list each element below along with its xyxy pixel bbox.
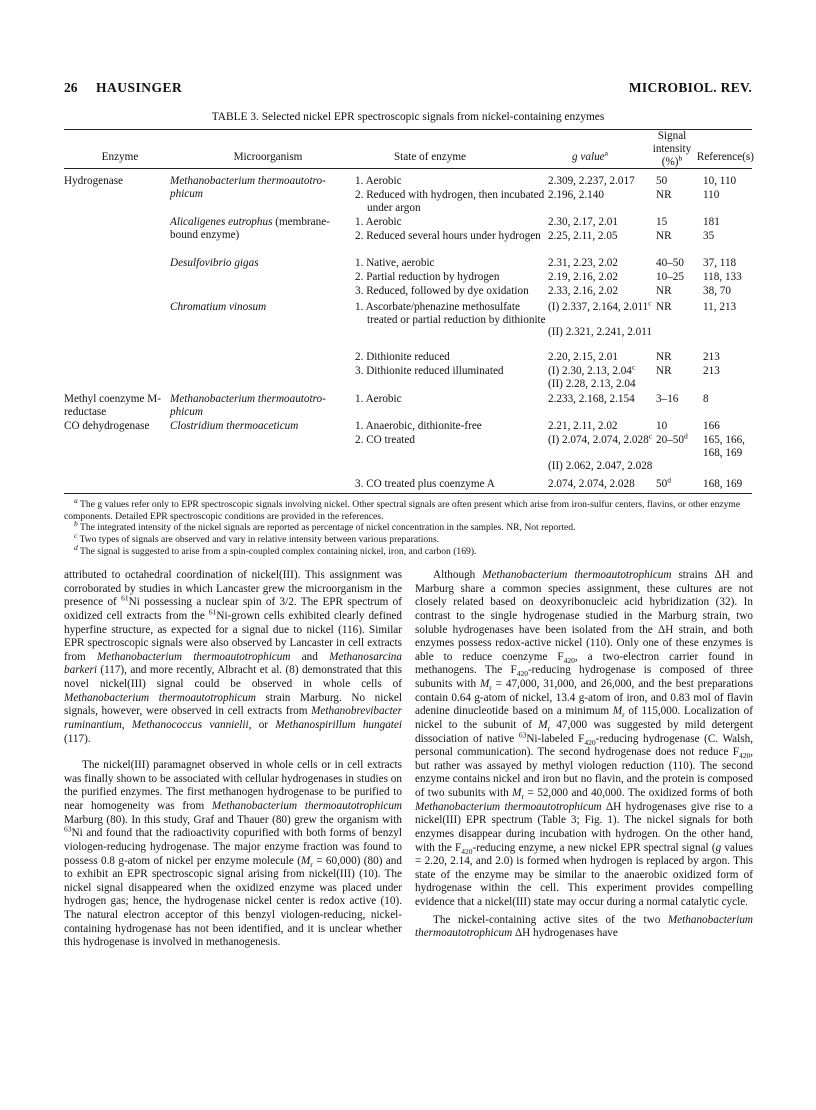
- table-bottom-rule: [64, 493, 752, 494]
- symbol-m: M: [512, 787, 522, 799]
- cell-ref-r3: 181: [703, 216, 720, 228]
- footnote-a: [64, 495, 752, 522]
- cell-si-r2: NR: [656, 189, 672, 201]
- cell-si-r10: NR: [656, 365, 672, 377]
- cell-state-r11: 1. Aerobic: [355, 393, 402, 405]
- cell-si-r14: [656, 475, 671, 491]
- cell-g-r7: 2.33, 2.16, 2.02: [548, 285, 618, 297]
- text-run: attributed to octahedral coordination of nickel(III). This assignment was corroborated by studies in which Lancaster grew the microorganism in the presence of: [64, 569, 402, 609]
- subscript: r: [622, 710, 625, 720]
- cell-g-r9: 2.20, 2.15, 2.01: [548, 351, 618, 363]
- species-name: Methanobacterium thermoautotrophicum: [415, 913, 753, 940]
- text-run: = 47,000, 31,000, and 26,000, and the best preparations contain 0.64 g-atom of nickel, 13.4 g-atom of iron, and 0.83 mol of flavin adenine dinucleotide based on a minimum: [415, 678, 753, 718]
- cell-enzyme-mcr: Methyl coenzyme M-reductase: [64, 393, 161, 418]
- text-run: Ni possessing a nuclear spin of 3/2. The EPR spectrum of oxidized cell extracts from the: [64, 596, 402, 622]
- cell-si-r11: 3–16: [656, 393, 679, 405]
- symbol-m: M: [612, 705, 623, 718]
- text-run: ΔH hydrogenases give rise to a nickel(III) EPR spectrum (Table 3; Fig. 1). The nickel signals for both enzymes disappear during incubation with hydrogen. On the other hand, with the F: [415, 800, 753, 854]
- text-run: (117), and more recently, Albracht et al. (8) demonstrated that this novel nickel(III) signal could be observed in whole cells of: [64, 664, 402, 690]
- body-column-right: [415, 569, 753, 941]
- text-run: Although: [433, 569, 483, 581]
- cell-g-r13-ii: (II) 2.062, 2.047, 2.028: [548, 460, 653, 472]
- cell-state-r7: 3. Reduced, followed by dye oxidation: [355, 285, 529, 297]
- body-column-left: [64, 569, 402, 950]
- page-number: 26: [64, 80, 78, 95]
- cell-si-r3: 15: [656, 216, 668, 228]
- cell-g-r6: 2.19, 2.16, 2.02: [548, 271, 618, 283]
- subscript: 420: [461, 846, 473, 856]
- cell-org-aeutrophus-rest: (membrane-bound enzyme): [170, 216, 330, 241]
- cell-ref-r10: 213: [703, 365, 720, 377]
- symbol-g: g: [715, 841, 722, 854]
- cell-si-r13-note: d: [683, 431, 688, 441]
- subscript: r: [521, 792, 524, 802]
- text-run: strain Marburg. No nickel signals, however, were observed in cell extracts from: [64, 691, 402, 718]
- cell-si-r5: 40–50: [656, 257, 684, 269]
- header-g-value: [545, 148, 635, 164]
- footnote-b-mark: b: [74, 518, 78, 528]
- cell-g-r8-i-text: (I) 2.337, 2.164, 2.011: [548, 301, 649, 313]
- cell-si-r7: NR: [656, 285, 672, 297]
- journal-name: MICROBIOL. REV.: [628, 80, 752, 95]
- cell-si-r9: NR: [656, 351, 672, 363]
- header-g-value-note: a: [604, 148, 608, 158]
- text-run: The nickel(III) paramagnet observed in whole cells or in cell extracts was finally shown to be associated with cellular hydrogenases in studies on the purified enzymes. The first methanogen hydrogenase to be purified to near homogeneity was from: [64, 759, 402, 812]
- cell-state-r2: 2. Reduced with hydrogen, then incubated under argon: [355, 189, 545, 214]
- footnote-c-mark: c: [74, 530, 78, 540]
- cell-ref-r7: 38, 70: [703, 285, 731, 297]
- text-run: strains ΔH and Marburg share a common species assignment, these cultures are not closely related based on deoxyribonucleic acid hybridization (32). In contrast to the single hydrogenase studied in the Marburg strain, two soluble hydrogenases have been isolated from the ΔH strain, and both enzymes possess redox-active nickel (110). Only one of these enzymes is able to reduce coenzyme F: [415, 569, 753, 663]
- cell-g-r2: 2.196, 2.140: [548, 189, 604, 201]
- cell-g-r12: 2.21, 2.11, 2.02: [548, 420, 618, 432]
- text-run: = 52,000 and 40,000. The oxidized forms of both: [523, 787, 753, 799]
- text-run: (117).: [64, 732, 91, 745]
- subscript: r: [547, 724, 551, 734]
- cell-state-r12: 1. Anaerobic, dithionite-free: [355, 420, 482, 432]
- text-run: , but rather was assayed by methyl viologen reduction (110). The second enzyme contains nickel and iron but no flavin, and the protein is composed of two subunits with: [415, 746, 753, 799]
- text-run: 47,000 was suggested by mild detergent dissociation of native: [415, 718, 753, 745]
- text-run: Ni-grown cells exhibited clearly defined hyperfine structure, as expected for a signal due to nickel (116). Similar EPR spectroscopic signals were also observed by Lancaster in cell extracts from: [64, 609, 402, 663]
- symbol-m: M: [538, 718, 548, 731]
- species-name: Methanosarcina barkeri: [64, 650, 402, 677]
- cell-si-r12: 10: [656, 420, 668, 432]
- symbol-m: M: [479, 678, 490, 690]
- text-run: Marburg (80). In this study, Graf and Thauer (80) grew the organism with: [64, 813, 402, 826]
- species-name: Methanobacterium thermoautotrophicum: [96, 650, 291, 663]
- header-enzyme: Enzyme: [101, 151, 139, 163]
- cell-g-r8-i: [548, 298, 664, 314]
- left-paragraph-1: [64, 569, 402, 746]
- header-microorganism: Microorganism: [233, 151, 303, 163]
- cell-si-r14-note: d: [667, 475, 671, 485]
- species-name: Methanobacterium thermoautotrophicum: [482, 569, 672, 581]
- cell-ref-r6: 118, 133: [703, 271, 742, 283]
- symbol-m: M: [300, 854, 311, 867]
- species-name: Methanobacterium thermoautotrophicum: [64, 691, 256, 704]
- cell-org-aeutrophus: [170, 216, 350, 241]
- cell-g-r3: 2.30, 2.17, 2.01: [548, 216, 618, 228]
- cell-ref-r12: 166: [703, 420, 720, 432]
- footnote-d-mark: d: [74, 542, 78, 552]
- left-paragraph-2: [64, 759, 402, 950]
- text-run: = 60,000) (80) and to exhibit an EPR spectroscopic signal arising from nickel(III) (10). The nickel signal disappeared when the oxidized enzyme was placed under hydrogen gas; hence, the hydrogenase nickel center is redox active (10). The natural electron acceptor of this benzyl viologen-reducing, nickel-containing hydrogenase has not been identified, and it is unclear whether this hydrogenase is involved in methanogenesis.: [64, 854, 402, 949]
- header-signal-line3: (%): [661, 156, 679, 168]
- cell-state-r6: 2. Partial reduction by hydrogen: [355, 271, 500, 283]
- cell-si-r13-text: 20–50: [656, 434, 684, 446]
- cell-org-aeutrophus-name: Alicaligenes eutrophus: [170, 216, 273, 228]
- cell-si-r14-text: 50: [656, 478, 668, 490]
- cell-ref-r8: 11, 213: [703, 301, 737, 313]
- cell-enzyme-codh: CO dehydrogenase: [64, 420, 150, 432]
- cell-state-r5: 1. Native, aerobic: [355, 257, 435, 269]
- header-g-value-label: g value: [572, 151, 605, 163]
- text-run: and: [290, 650, 330, 663]
- footnote-d: [64, 542, 752, 558]
- text-run: or: [251, 718, 276, 731]
- footnote-a-mark: a: [74, 495, 78, 505]
- table-caption: TABLE 3. Selected nickel EPR spectroscopic signals from nickel-containing enzymes: [211, 111, 605, 123]
- header-signal-line2: intensity: [652, 143, 692, 155]
- species-name: Methanobacterium thermoautotrophicum: [415, 800, 602, 813]
- subscript: 420: [516, 669, 528, 679]
- text-run: Ni-labeled F: [526, 732, 585, 745]
- cell-enzyme-hydrogenase: Hydrogenase: [64, 175, 124, 187]
- cell-g-r13-i: [548, 431, 664, 447]
- cell-ref-r11: 8: [703, 393, 709, 405]
- cell-ref-r9: 213: [703, 351, 720, 363]
- running-header: [64, 80, 752, 98]
- subscript: 420: [563, 655, 575, 665]
- cell-state-r10: 3. Dithionite reduced illuminated: [355, 365, 504, 377]
- text-run: The nickel-containing active sites of the two: [433, 913, 668, 926]
- running-author: HAUSINGER: [96, 80, 183, 95]
- text-run: -reducing hydrogenase is composed of three subunits with: [415, 664, 753, 690]
- subscript: 420: [584, 737, 596, 747]
- cell-org-mtherm-1: Methanobacterium thermoautotro-phicum: [170, 175, 326, 200]
- cell-g-r8-i-note: c: [648, 298, 652, 308]
- footnote-c: [64, 530, 752, 546]
- cell-g-r13-i-note: c: [648, 431, 653, 441]
- species-name: Methanobacterium thermoautotrophicum: [211, 800, 402, 812]
- text-run: values = 2.20, 2.14, and 2.0) is formed when hydrogen is replaced by argon. This state of the enzyme may be similar to the anaerobic oxidized form of hydrogenase within the cell. This experiment provides compelling evidence that a nickel(III) state may occur during a normal catalytic cycle.: [415, 841, 753, 908]
- cell-ref-r2: 110: [703, 189, 720, 201]
- cell-ref-r4: 35: [703, 230, 715, 242]
- cell-state-r1: 1. Aerobic: [355, 175, 402, 187]
- cell-si-r13: [656, 431, 688, 447]
- cell-g-r10-i: [548, 362, 636, 378]
- cell-g-r10-i-note: c: [631, 362, 636, 372]
- species-name: Methanospirillum hungatei: [275, 718, 402, 731]
- text-run: of 115,000. Localization of nickel to the subunit of: [415, 705, 753, 731]
- right-paragraph-2: [415, 914, 753, 941]
- footnote-a-text: The g values refer only to EPR spectroscopic signals involving nickel. Other spectral signals are often present which arise from iron-sulfur centers, flavins, or other enzyme components. Detailed EPR spectroscopic conditions are provided in the references.: [64, 499, 741, 522]
- text-run: -reducing hydrogenase (C. Walsh, personal communication). The second hydrogenase does not reduce F: [415, 732, 754, 759]
- right-paragraph-1: [415, 569, 753, 910]
- cell-org-cthermo: Clostridium thermoaceticum: [170, 420, 299, 432]
- text-run: ΔH hydrogenases have: [512, 927, 618, 940]
- footnote-b-text: The integrated intensity of the nickel signals are reported as percentage of nickel concentration in the samples. NR, Not reported.: [77, 522, 576, 533]
- footnote-b: [64, 518, 752, 534]
- footnote-c-text: Two types of signals are observed and vary in relative intensity between various preparations.: [77, 534, 440, 545]
- isotope-sup: 61: [121, 593, 129, 603]
- header-state: State of enzyme: [393, 151, 467, 163]
- cell-g-r5: 2.31, 2.23, 2.02: [548, 257, 618, 269]
- header-signal-intensity: [649, 130, 695, 169]
- subscript: r: [489, 683, 492, 693]
- cell-g-r11: 2.233, 2.168, 2.154: [548, 393, 635, 405]
- cell-state-r14: 3. CO treated plus coenzyme A: [355, 478, 495, 490]
- subscript: 420: [738, 751, 751, 761]
- cell-si-r1: 50: [656, 175, 668, 187]
- cell-g-r13-i-text: (I) 2.074, 2.074, 2.028: [548, 434, 649, 446]
- cell-g-r8-ii: (II) 2.321, 2.241, 2.011: [548, 326, 652, 338]
- header-signal-note: b: [678, 153, 683, 163]
- cell-g-r10-i-text: (I) 2.30, 2.13, 2.04: [548, 365, 632, 377]
- isotope-sup: 63: [64, 824, 72, 834]
- cell-g-r14: 2.074, 2.074, 2.028: [548, 478, 635, 490]
- cell-ref-r13: 165, 166, 168, 169: [703, 434, 745, 459]
- header-references: Reference(s): [696, 151, 754, 163]
- cell-state-r3: 1. Aerobic: [355, 216, 402, 228]
- header-signal-line1: Signal: [657, 130, 687, 142]
- cell-state-r9: 2. Dithionite reduced: [355, 351, 450, 363]
- cell-si-r4: NR: [656, 230, 672, 242]
- text-run: Ni and found that the radioactivity copurified with both forms of benzyl viologen-reducing hydrogenase. The major enzyme fraction was found to possess 0.8 g-atom of nickel per enzyme molecule (: [64, 827, 402, 867]
- species-name: Methanobrevibacter ruminantium, Methanococcus vannielii,: [64, 705, 402, 731]
- cell-si-r8: NR: [656, 301, 672, 313]
- cell-g-r1: 2.309, 2.237, 2.017: [548, 175, 635, 187]
- cell-ref-r14: 168, 169: [703, 478, 743, 490]
- subscript: r: [310, 859, 313, 869]
- cell-g-r4: 2.25, 2.11, 2.05: [548, 230, 618, 242]
- isotope-sup: 61: [208, 607, 217, 617]
- cell-si-r6: 10–25: [656, 271, 684, 283]
- cell-g-r10-ii: (II) 2.28, 2.13, 2.04: [548, 378, 636, 390]
- text-run: , a two-electron carrier found in methanogens. The F: [415, 650, 753, 677]
- cell-org-cvinosum: Chromatium vinosum: [170, 301, 267, 313]
- isotope-sup: 63: [518, 729, 527, 739]
- cell-state-r4: 2. Reduced several hours under hydrogen: [355, 230, 541, 242]
- cell-ref-r5: 37, 118: [703, 257, 737, 269]
- cell-state-r8: 1. Ascorbate/phenazine methosulfate treated or partial reduction by dithionite: [355, 301, 546, 326]
- cell-ref-r1: 10, 110: [703, 175, 737, 187]
- text-run: -reducing enzyme, a new nickel EPR spectral signal (: [472, 841, 716, 854]
- footnote-d-text: The signal is suggested to arise from a spin-coupled complex containing nickel, iron, and carbon (169).: [77, 546, 477, 557]
- cell-org-mtherm-2: Methanobacterium thermoautotro-phicum: [170, 393, 326, 418]
- cell-org-dgigas: Desulfovibrio gigas: [170, 257, 259, 269]
- cell-state-r13: 2. CO treated: [355, 434, 415, 446]
